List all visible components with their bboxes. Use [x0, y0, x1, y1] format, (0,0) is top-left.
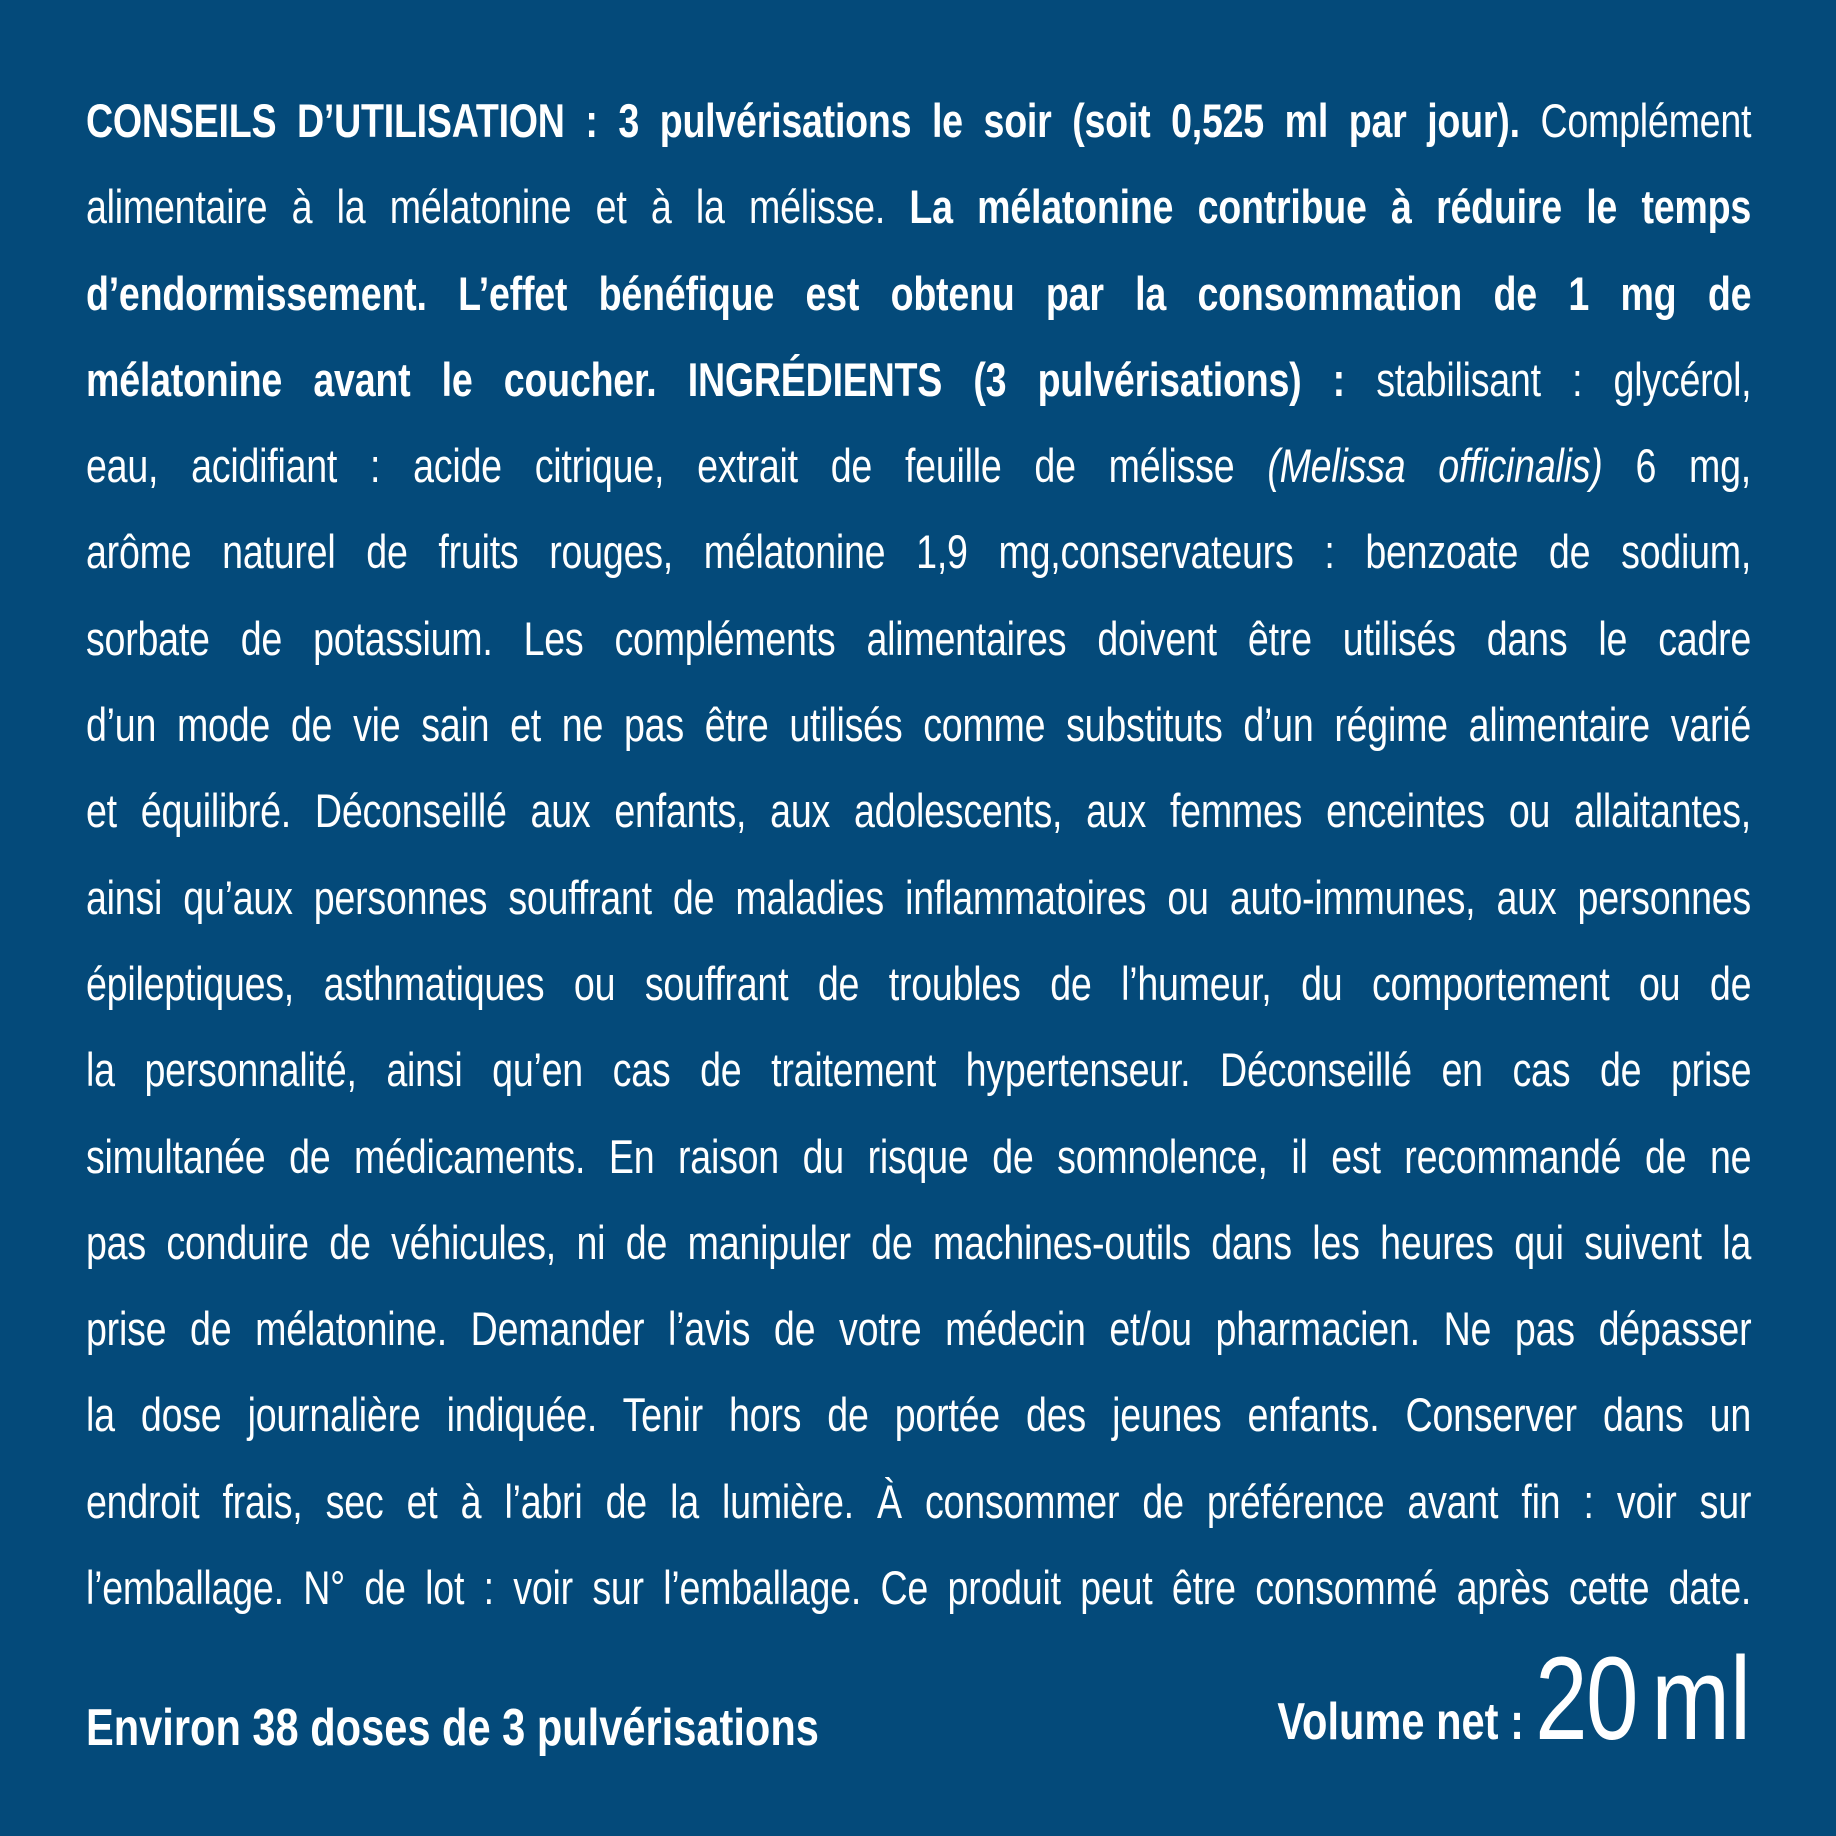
label-text-line — [86, 941, 1751, 1027]
bold-text-run: mélatonine avant le coucher. INGRÉDIENTS (3 pulvérisations) : — [86, 352, 1345, 406]
bold-text-run: d’endormissement. L’effet bénéfique est obtenu par la consommation de 1 mg de — [86, 266, 1752, 320]
bold-text-run: La mélatonine contribue à réduire le temps — [909, 180, 1751, 234]
label-text-line — [86, 423, 1751, 509]
net-volume-label: Volume net : — [1277, 1693, 1524, 1751]
text-run: sorbate de potassium. Les compléments alimentaires doivent être utilisés dans le cadre — [86, 611, 1752, 665]
text-run: arôme naturel de fruits rouges, mélatonine 1,9 mg,conservateurs : benzoate de sodium, — [86, 525, 1752, 579]
text-run: la personnalité, ainsi qu’en cas de traitement hypertenseur. Déconseillé en cas de prise — [86, 1043, 1752, 1097]
label-text-line — [86, 1286, 1751, 1372]
label-text-line — [86, 251, 1751, 337]
label-text-line — [86, 682, 1751, 768]
text-run: et équilibré. Déconseillé aux enfants, aux adolescents, aux femmes enceintes ou allaitantes, — [86, 784, 1751, 838]
label-text-line — [86, 855, 1751, 941]
label-text-line — [86, 1459, 1751, 1545]
text-run: endroit frais, sec et à l’abri de la lumière. À consommer de préférence avant fin : voir sur — [86, 1474, 1752, 1528]
net-volume-value: 20 — [1535, 1633, 1637, 1765]
text-run: la dose journalière indiquée. Tenir hors de portée des jeunes enfants. Conserver dans un — [86, 1388, 1751, 1442]
text-run: stabilisant : glycérol, — [1344, 352, 1752, 406]
text-run: pas conduire de véhicules, ni de manipuler de machines-outils dans les heures qui suivent la — [86, 1215, 1751, 1269]
text-run: ainsi qu’aux personnes souffrant de maladies inflammatoires ou auto-immunes, aux personnes — [86, 870, 1751, 924]
doses-count-text: Environ 38 doses de 3 pulvérisations — [86, 1699, 819, 1757]
label-text-line — [86, 596, 1751, 682]
label-text-line — [86, 1545, 1751, 1631]
italic-text-run: (Melissa officinalis) — [1267, 439, 1603, 493]
bold-text-run: CONSEILS D’UTILISATION : 3 pulvérisations le soir (soit 0,525 ml par jour). — [86, 94, 1520, 147]
usage-and-ingredients-text — [86, 78, 1751, 1631]
label-text-line — [86, 768, 1751, 854]
text-run: prise de mélatonine. Demander l’avis de votre médecin et/ou pharmacien. Ne pas dépasser — [86, 1302, 1752, 1356]
label-text-line — [86, 1027, 1751, 1113]
text-run: 6 mg, — [1602, 439, 1751, 493]
text-run: épileptiques, asthmatiques ou souffrant de troubles de l’humeur, du comportement ou de — [86, 956, 1752, 1010]
net-volume — [1277, 1633, 1751, 1765]
label-text-line — [86, 164, 1751, 250]
label-text-line — [86, 509, 1751, 595]
label-text-line — [86, 1372, 1751, 1458]
text-run: Complément — [1519, 94, 1752, 147]
label-text-line — [86, 337, 1751, 423]
label-text-line — [86, 1200, 1751, 1286]
text-run: eau, acidifiant : acide citrique, extrait de feuille de mélisse — [86, 439, 1268, 493]
text-run: alimentaire à la mélatonine et à la mélisse. — [86, 180, 910, 234]
label-text-line — [86, 1114, 1751, 1200]
text-run: d’un mode de vie sain et ne pas être utilisés comme substituts d’un régime alimentaire varié — [86, 698, 1752, 752]
text-run: l’emballage. N° de lot : voir sur l’emballage. Ce produit peut être consommé après cette date. — [86, 1561, 1752, 1615]
label-footer — [86, 1633, 1751, 1780]
net-volume-unit: ml — [1651, 1633, 1751, 1765]
label-text-line — [86, 78, 1751, 164]
text-run: simultanée de médicaments. En raison du risque de somnolence, il est recommandé de ne — [86, 1129, 1752, 1183]
